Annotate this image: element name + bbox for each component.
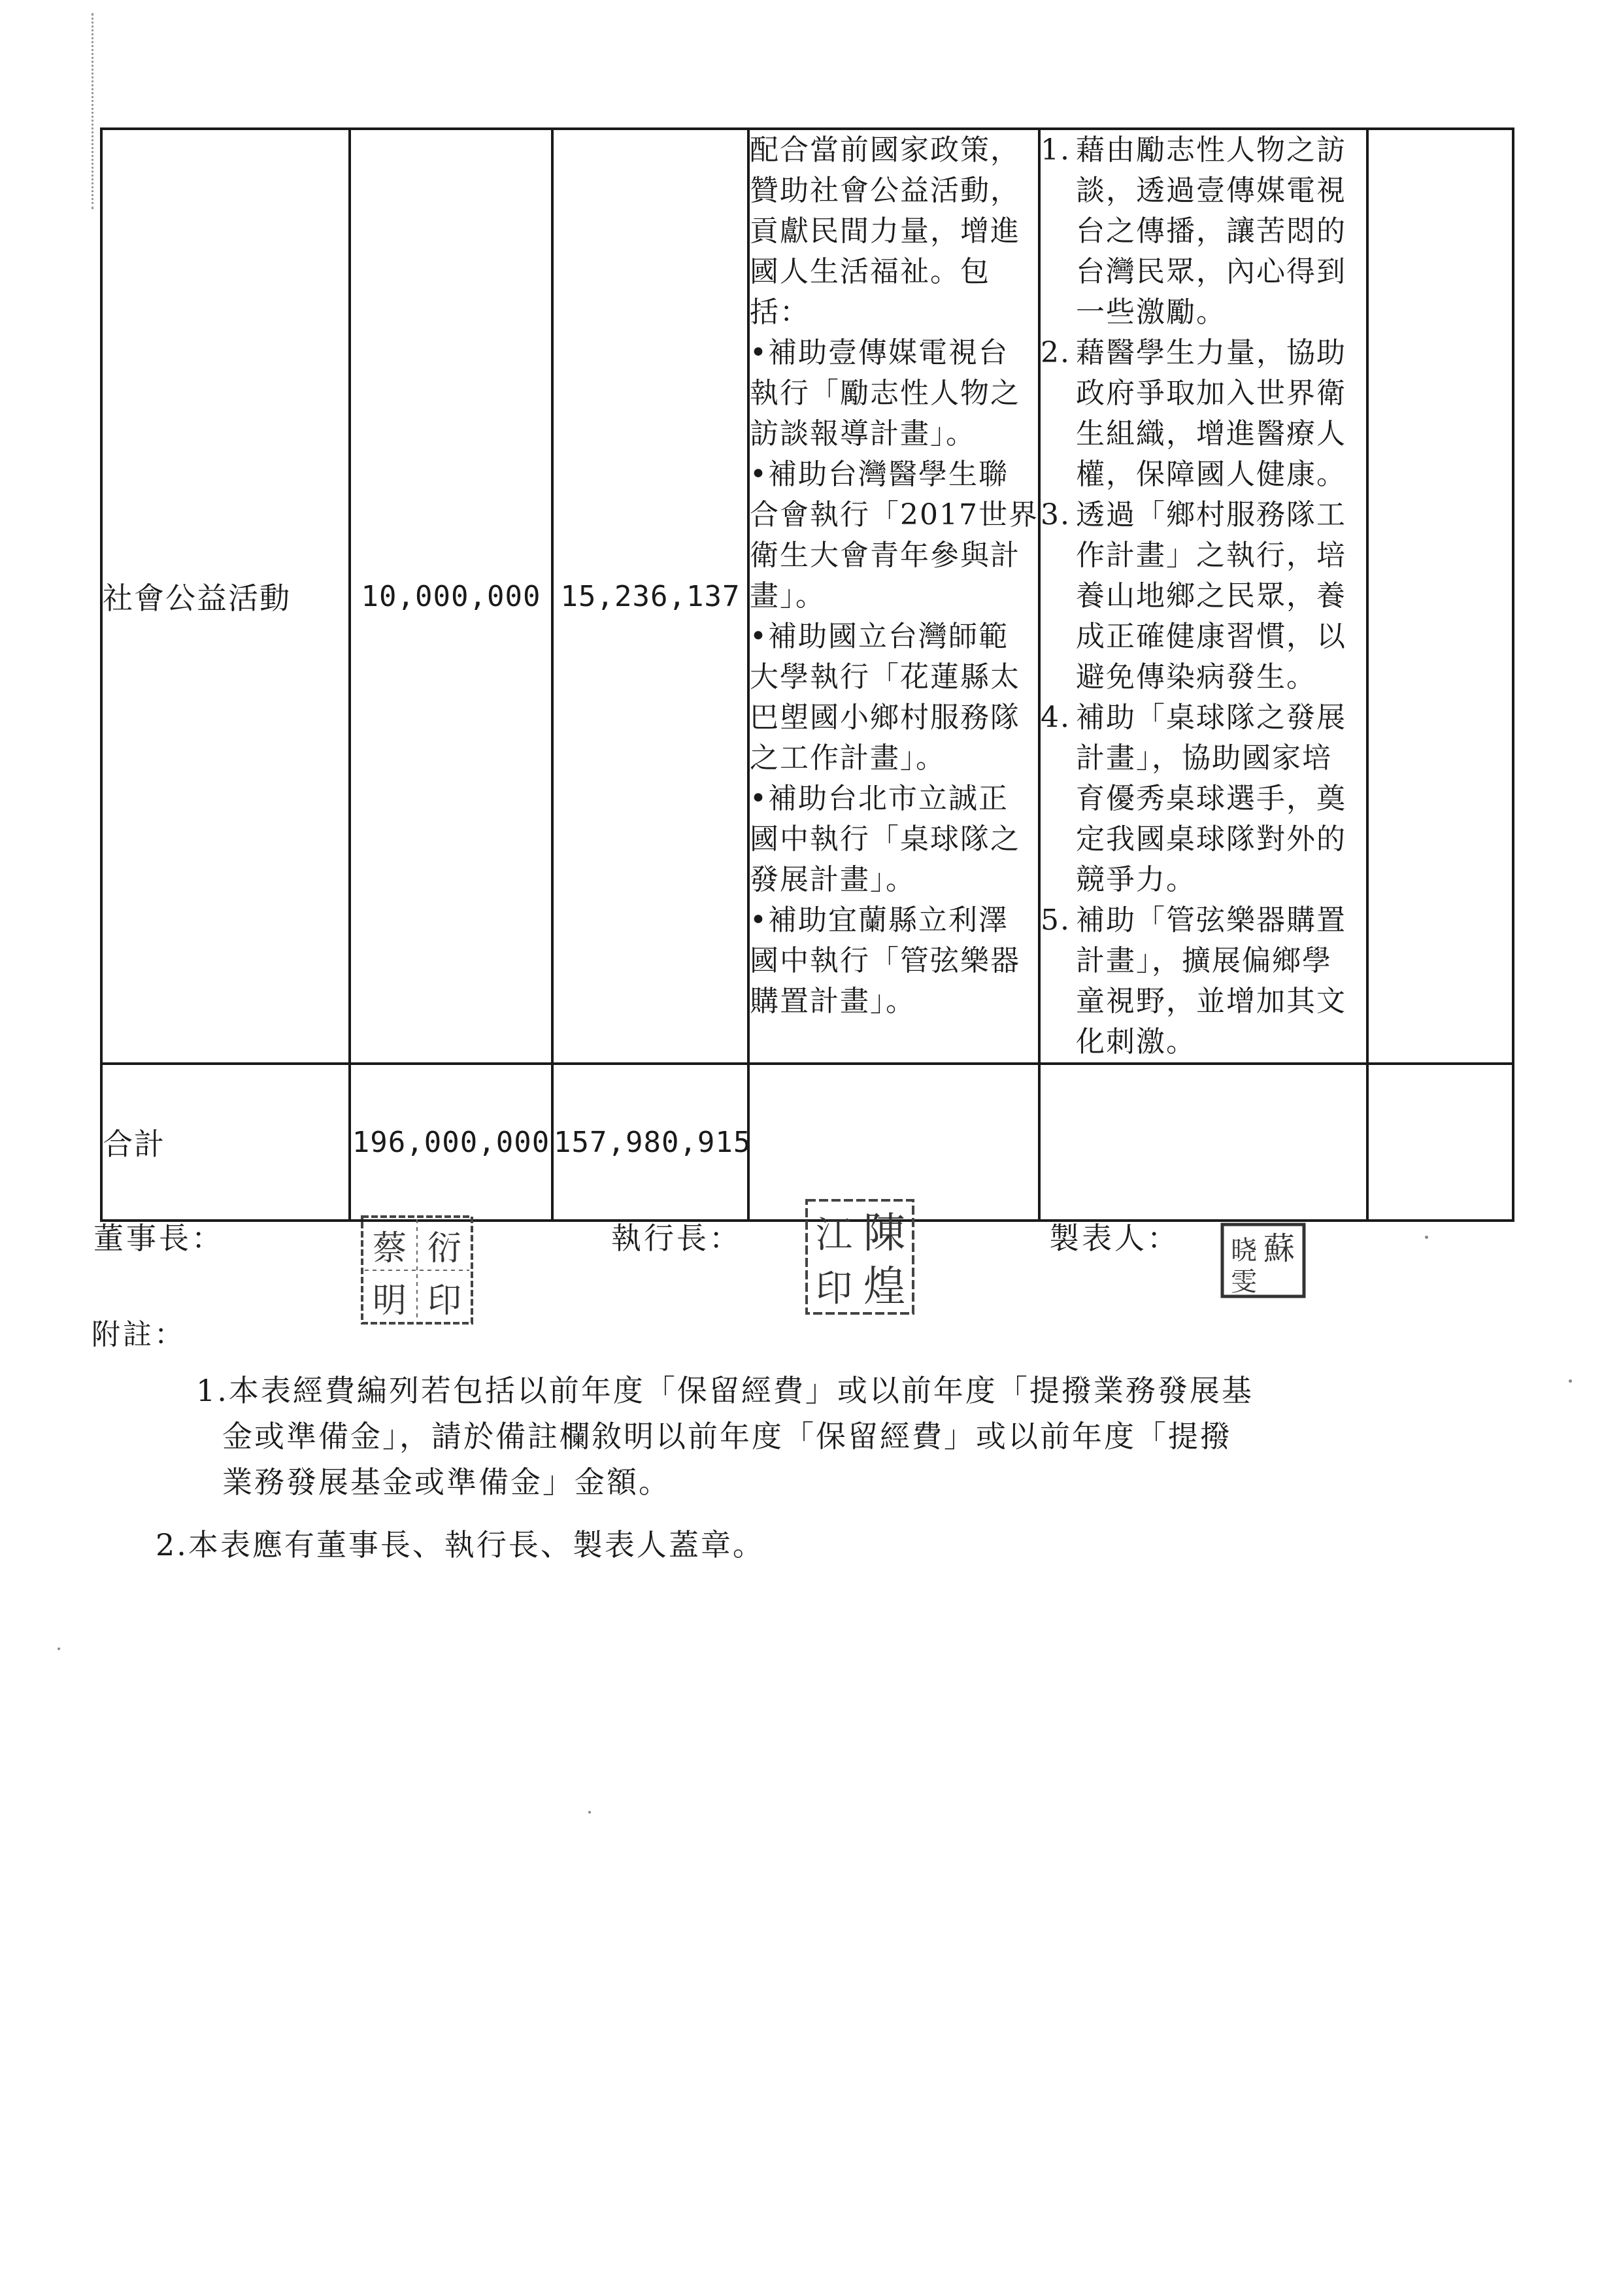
description-line: 國中執行「桌球隊之	[750, 822, 1020, 856]
effect-line: 競爭力。	[1076, 863, 1196, 896]
effect-line: 補助「管弦樂器購置	[1076, 903, 1346, 937]
effect-line: 透過「鄉村服務隊工	[1076, 498, 1346, 532]
effect-line: 政府爭取加入世界衛	[1076, 377, 1346, 410]
description-line: 贊助社會公益活動，	[750, 174, 1020, 207]
description-line: •補助國立台灣師範	[750, 620, 1009, 653]
item-name: 社會公益活動	[103, 581, 291, 616]
description-line: 大學執行「花蓮縣太	[750, 660, 1020, 694]
description-line: •補助壹傳媒電視台	[750, 336, 1009, 369]
svg-text:江: 江	[816, 1214, 852, 1257]
chairman-label: 董事長：	[93, 1221, 224, 1256]
table-row	[101, 129, 1513, 1064]
description-line: 國中執行「管弦樂器	[750, 944, 1020, 977]
total-actual: 157,980,915	[554, 1125, 752, 1159]
total-label-cell	[101, 1064, 350, 1221]
effect-line: 談，透過壹傳媒電視	[1076, 174, 1346, 207]
description-line: 畫」。	[750, 579, 826, 613]
effect-line: 計畫」，協助國家培	[1076, 741, 1332, 775]
total-label: 合計	[103, 1126, 165, 1162]
description-line: 購置計畫」。	[750, 985, 916, 1018]
note-line: 金或準備金」，請於備註欄敘明以前年度「保留經費」或以前年度「提撥	[222, 1419, 1232, 1454]
effect-line: 童視野，並增加其文	[1076, 985, 1346, 1018]
effect-item	[1041, 900, 1366, 1062]
description-text	[750, 130, 1038, 1022]
scan-speck	[588, 1811, 591, 1814]
note-line: 1.本表經費編列若包括以前年度「保留經費」或以前年度「提撥業務發展基	[196, 1373, 1254, 1408]
budget-amount: 10,000,000	[361, 579, 541, 613]
svg-text:雯: 雯	[1231, 1267, 1257, 1297]
effect-line: 藉由勵志性人物之訪	[1076, 133, 1346, 167]
preparer-label: 製表人：	[1049, 1221, 1180, 1256]
total-effects-cell	[1039, 1064, 1367, 1221]
svg-text:印: 印	[816, 1268, 852, 1310]
notes-title: 附註：	[92, 1318, 186, 1351]
budget-cell	[350, 129, 552, 1064]
total-budget: 196,000,000	[352, 1125, 550, 1159]
svg-text:陳: 陳	[863, 1209, 905, 1258]
scan-speck	[58, 1647, 60, 1650]
description-line: 合會執行「2017世界	[750, 498, 1039, 532]
scan-speck	[1569, 1379, 1572, 1383]
effect-first-line	[1041, 903, 1346, 937]
effect-item	[1041, 698, 1366, 900]
effect-line: 補助「桌球隊之發展	[1076, 701, 1346, 734]
total-remarks-cell	[1367, 1064, 1513, 1221]
effect-number: 3.	[1041, 498, 1071, 532]
total-budget-cell	[350, 1064, 552, 1221]
effect-item	[1041, 333, 1366, 495]
description-cell	[748, 129, 1039, 1064]
effect-line: 養山地鄉之民眾，養	[1076, 579, 1346, 613]
ceo-label: 執行長：	[611, 1221, 742, 1256]
note-1	[196, 1368, 1254, 1505]
description-line: 國人生活福祉。包	[750, 255, 990, 288]
description-line: 配合當前國家政策，	[750, 133, 1020, 167]
svg-text:衍: 衍	[427, 1229, 462, 1268]
preparer-seal	[1219, 1221, 1307, 1300]
effect-line: 育優秀桌球選手，奠	[1076, 782, 1346, 815]
description-line: •補助台灣醫學生聯	[750, 458, 1009, 491]
budget-table	[100, 127, 1514, 1222]
total-actual-cell	[552, 1064, 752, 1221]
effect-line: 避免傳染病發生。	[1076, 660, 1316, 694]
scan-speck	[1425, 1236, 1428, 1239]
effect-number: 4.	[1041, 701, 1071, 734]
effect-first-line	[1041, 701, 1346, 734]
effect-line: 成正確健康習慣，以	[1076, 620, 1346, 653]
effects-list	[1041, 130, 1366, 1062]
remarks-cell	[1367, 129, 1513, 1064]
effect-item	[1041, 495, 1366, 698]
effect-number: 1.	[1041, 133, 1071, 167]
effect-line: 作計畫」之執行，培	[1076, 539, 1346, 572]
description-line: 括：	[750, 295, 810, 329]
ceo-seal	[803, 1196, 917, 1317]
svg-text:蘇: 蘇	[1263, 1230, 1295, 1267]
scan-edge-artifact	[92, 13, 97, 209]
effect-line: 計畫」，擴展偏鄉學	[1076, 944, 1332, 977]
effect-line: 權，保障國人健康。	[1076, 458, 1346, 491]
description-line: 訪談報導計畫」。	[750, 417, 976, 450]
svg-text:印: 印	[427, 1281, 462, 1321]
svg-text:明: 明	[372, 1281, 407, 1321]
effect-line: 藉醫學生力量，協助	[1076, 336, 1346, 369]
note-2	[156, 1522, 765, 1568]
effect-number: 2.	[1041, 336, 1071, 369]
effect-first-line	[1041, 498, 1346, 532]
effect-line: 台之傳播，讓苦悶的	[1076, 214, 1346, 248]
description-line: •補助台北市立誠正	[750, 782, 1009, 815]
description-line: 貢獻民間力量，增進	[750, 214, 1020, 248]
effect-item	[1041, 130, 1366, 333]
effect-line: 生組織，增進醫療人	[1076, 417, 1346, 450]
svg-text:晓: 晓	[1231, 1236, 1257, 1266]
actual-amount: 15,236,137	[560, 579, 741, 613]
description-line: •補助宜蘭縣立利澤	[750, 903, 1009, 937]
item-cell	[101, 129, 350, 1064]
actual-cell	[552, 129, 748, 1064]
svg-text:蔡: 蔡	[372, 1229, 407, 1268]
effect-line: 台灣民眾，內心得到	[1076, 255, 1346, 288]
note-line: 2.本表應有董事長、執行長、製表人蓋章。	[156, 1527, 765, 1562]
description-line: 發展計畫」。	[750, 863, 916, 896]
effect-line: 一些激勵。	[1076, 295, 1226, 329]
effect-first-line	[1041, 336, 1346, 369]
effect-number: 5.	[1041, 903, 1071, 937]
effect-line: 定我國桌球隊對外的	[1076, 822, 1346, 856]
description-line: 巴塱國小鄉村服務隊	[750, 701, 1020, 734]
chairman-seal	[358, 1213, 476, 1327]
effects-cell	[1039, 129, 1367, 1064]
svg-text:煌: 煌	[863, 1263, 905, 1311]
note-line: 業務發展基金或準備金」金額。	[222, 1464, 671, 1500]
effect-first-line	[1041, 133, 1346, 167]
description-line: 衛生大會青年參與計	[750, 539, 1020, 572]
description-line: 之工作計畫」。	[750, 741, 946, 775]
description-line: 執行「勵志性人物之	[750, 377, 1020, 410]
effect-line: 化刺激。	[1076, 1025, 1196, 1058]
